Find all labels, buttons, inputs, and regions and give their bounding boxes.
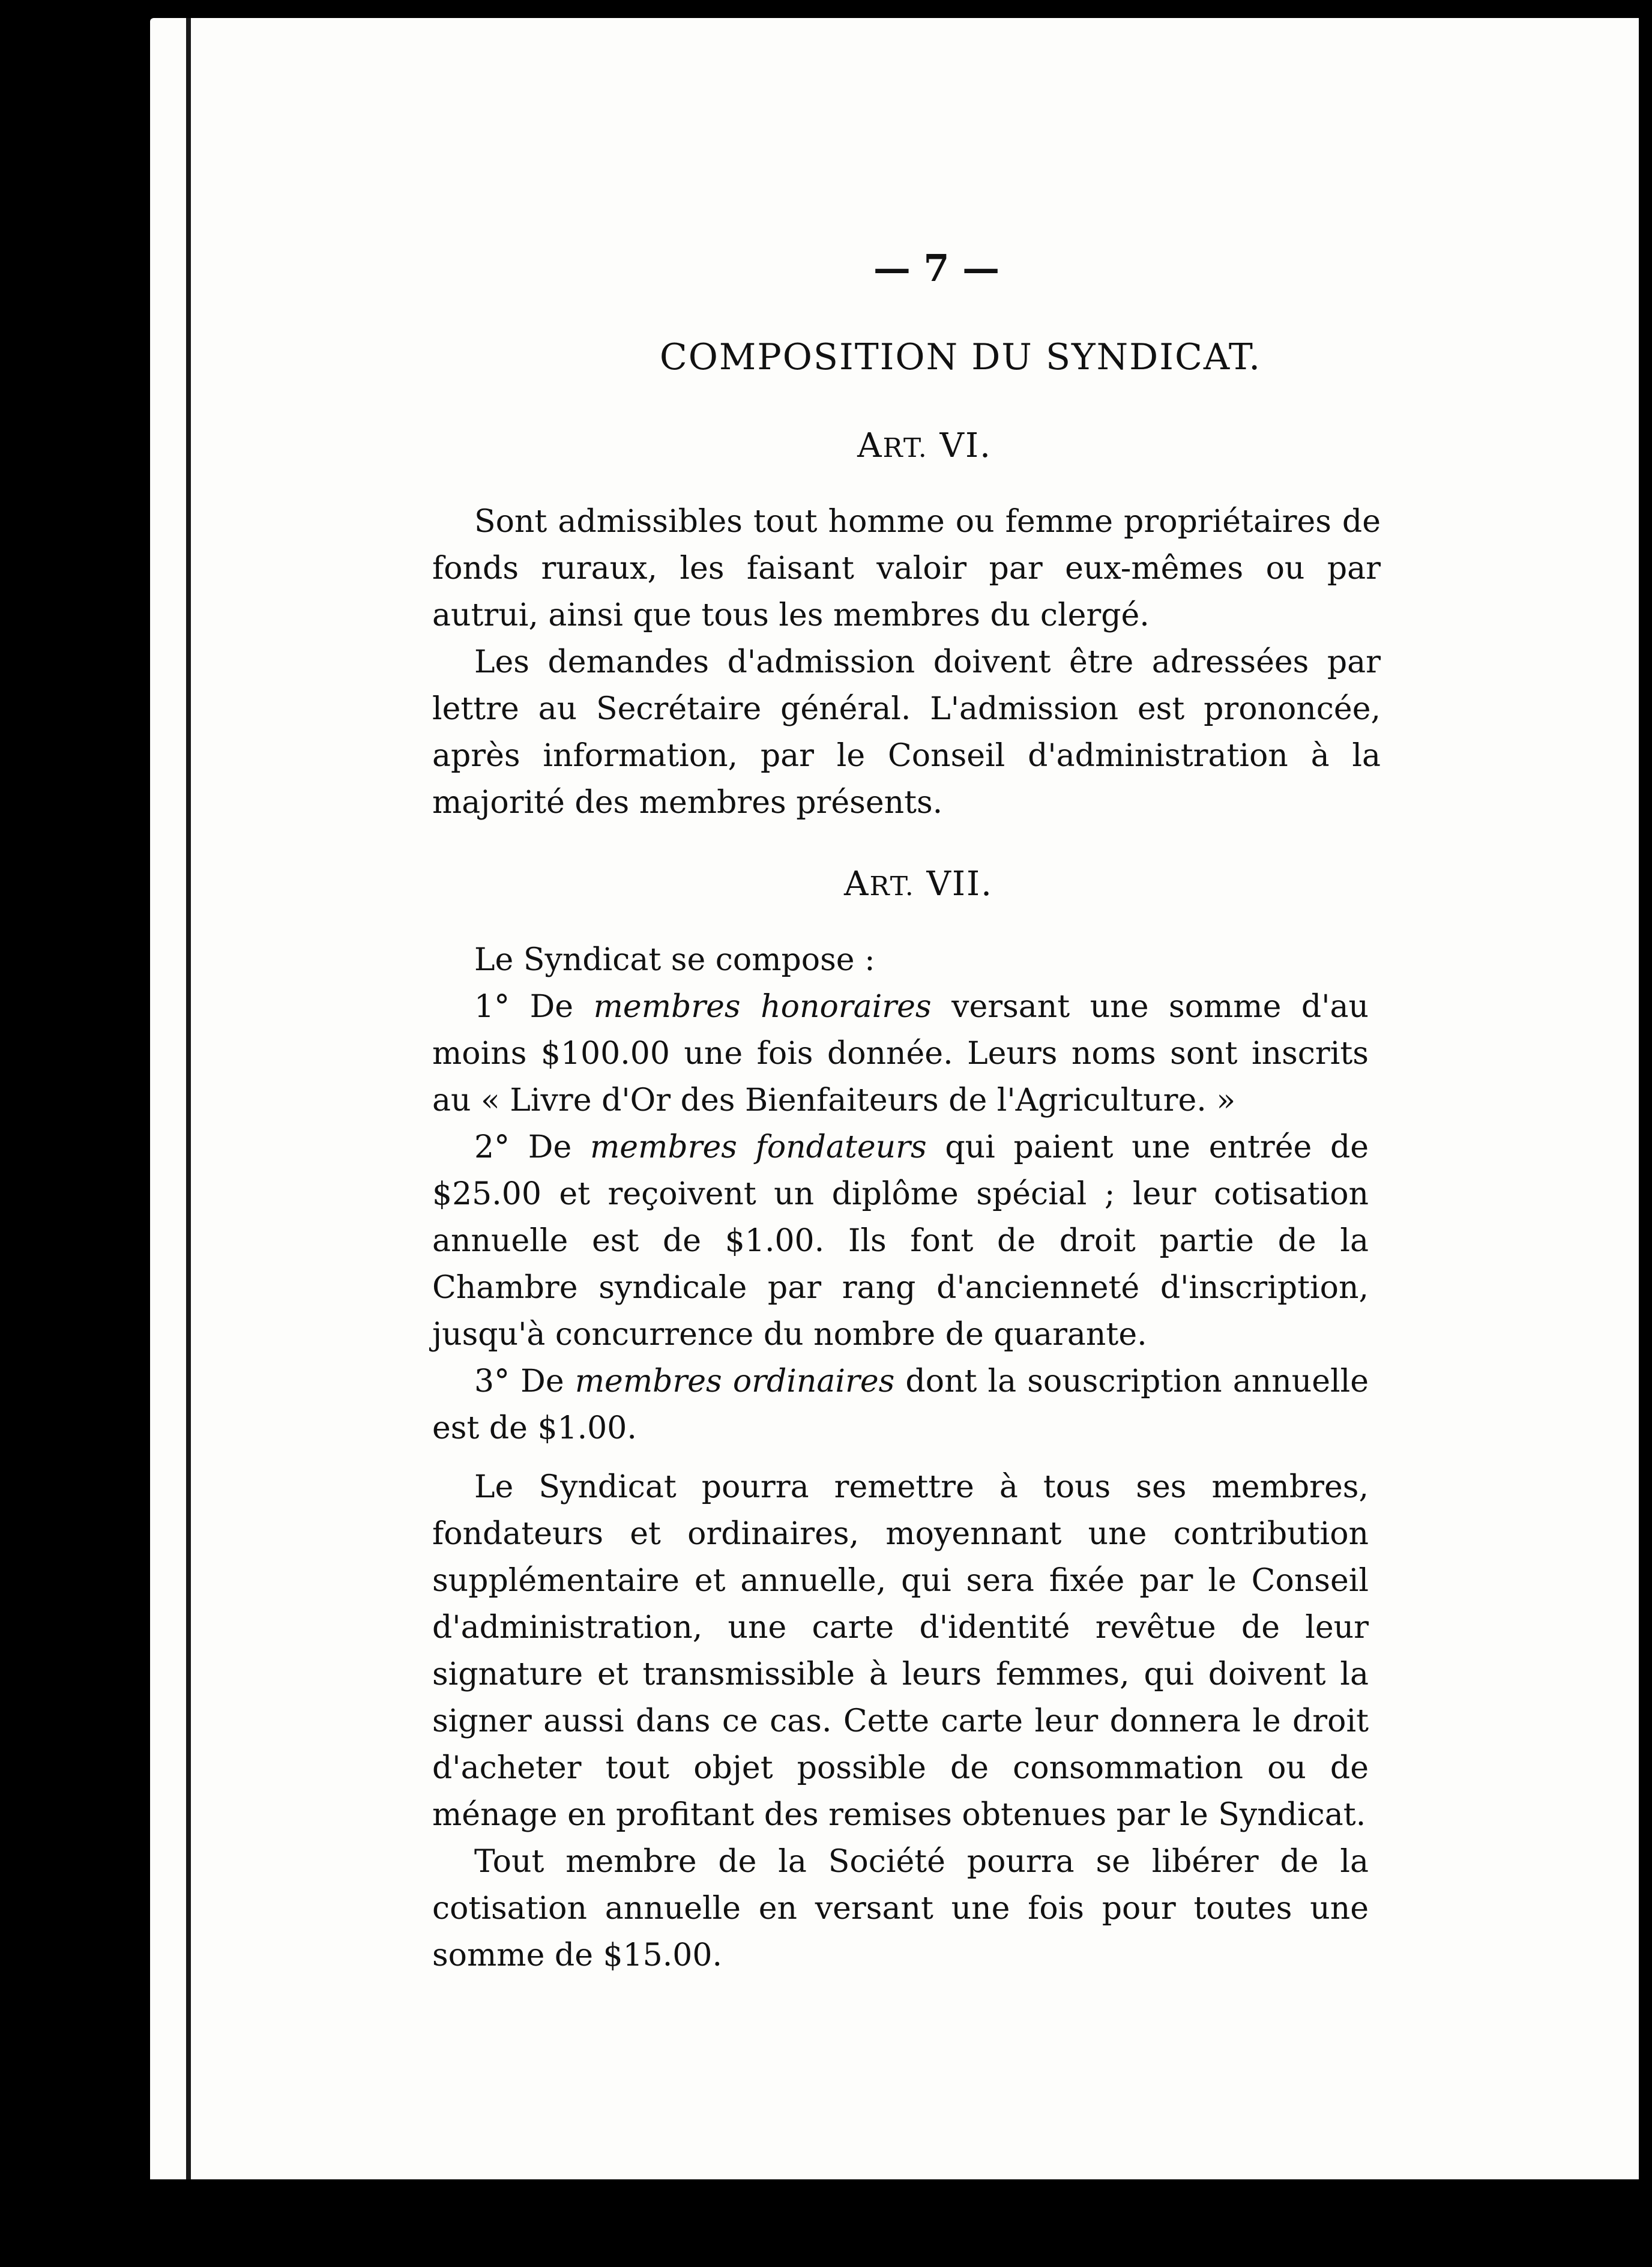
article-vi-body bbox=[432, 498, 1381, 826]
item-2-emphasis: membres fondateurs bbox=[589, 1129, 927, 1165]
article-vii-body bbox=[432, 937, 1369, 1979]
item-3-number: 3° De bbox=[474, 1363, 575, 1399]
article-vi-paragraph-2: Les demandes d'admission doivent être adressées par lettre au Secrétaire général. L'admission est prononcée, après information, par le Conseil d'administration à la majorité des membres présents. bbox=[432, 644, 1381, 821]
article-vi-heading-small: RT. bbox=[882, 433, 928, 463]
article-vii-heading-small: RT. bbox=[869, 871, 915, 902]
article-vi-paragraph-1: Sont admissibles tout homme ou femme propriétaires de fonds ruraux, les faisant valoir par eux-mêmes ou par autrui, ainsi que tous les membres du clergé. bbox=[432, 504, 1381, 633]
article-vi-heading-number: VI. bbox=[927, 426, 992, 465]
item-1-emphasis: membres honoraires bbox=[593, 989, 932, 1025]
article-vii-item-1 bbox=[432, 983, 1369, 1124]
item-3-text: dont la souscription annuelle est de $1.00. bbox=[432, 1363, 1369, 1446]
item-3-emphasis: membres ordinaires bbox=[574, 1363, 895, 1399]
article-vii-liberation-paragraph: Tout membre de la Société pourra se libérer de la cotisation annuelle en versant une fois pour toutes une somme de $15.00. bbox=[432, 1844, 1369, 1973]
item-2-text: qui paient une entrée de $25.00 et reçoivent un diplôme spécial ; leur cotisation annuelle est de $1.00. Ils font de droit partie de la Chambre syndicale par rang d'ancienneté d'inscription, jusqu'à concurrence du nombre de quarante. bbox=[432, 1129, 1369, 1353]
article-vii-heading-prefix: A bbox=[844, 865, 870, 904]
article-vi-heading bbox=[744, 426, 1105, 465]
article-vii-card-paragraph: Le Syndicat pourra remettre à tous ses membres, fondateurs et ordinaires, moyennant une contribution supplémentaire et annuelle, qui sera fixée par le Conseil d'administration, une carte d'identité revêtue de leur signature et transmissible à leurs femmes, qui doivent la signer aussi dans ce cas. Cette carte leur donnera le droit d'acheter tout objet possible de consommation ou de ménage en profitant des remises obtenues par le Syndicat. bbox=[432, 1469, 1369, 1833]
article-vii-intro: Le Syndicat se compose : bbox=[474, 942, 875, 978]
item-1-number: 1° De bbox=[474, 989, 594, 1025]
page-number: — 7 — bbox=[873, 246, 1000, 290]
section-title: COMPOSITION DU SYNDICAT. bbox=[659, 336, 1262, 378]
item-2-number: 2° De bbox=[474, 1129, 590, 1165]
article-vii-item-2 bbox=[432, 1124, 1369, 1358]
article-vi-heading-prefix: A bbox=[857, 426, 883, 465]
article-vii-heading bbox=[738, 865, 1099, 904]
article-vii-heading-number: VII. bbox=[914, 865, 993, 904]
article-vii-item-3 bbox=[432, 1358, 1369, 1452]
item-1-text: versant une somme d'au moins $100.00 une fois donnée. Leurs noms sont inscrits au « Livre d'Or des Bienfaiteurs de l'Agriculture. » bbox=[432, 989, 1369, 1118]
binding-edge bbox=[186, 18, 191, 2179]
